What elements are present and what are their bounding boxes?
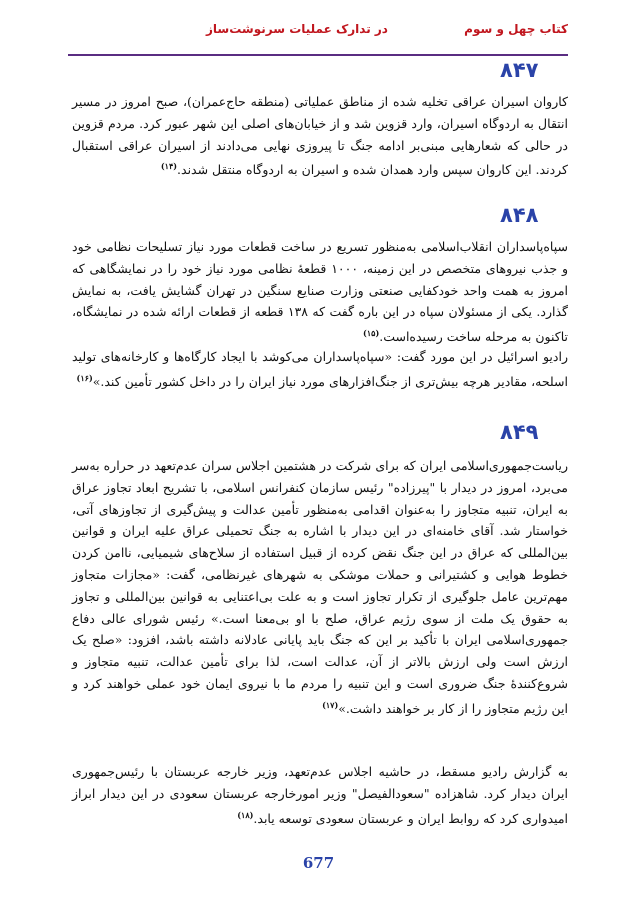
page-number: 677	[302, 854, 335, 872]
book-title: کتاب چهل و سوم	[464, 22, 568, 36]
entry-paragraph	[72, 761, 568, 830]
paragraph-text: ریاست‌جمهوری‌اسلامی ایران که برای شرکت در هشتمین اجلاس سران عدم‌تعهد در حراره به‌سر می‌برد، امروز در دیدار با "پیرزاده" رئیس سازمان کنفرانس اسلامی، با تشریح ابعاد تجاوز عراق به ایران، تنبیه متجاوز را به‌عنوان اقدامی به‌منظور تأمین عدالت و پیش‌گیری از تجاوزهای آتی، خواستار شد. آقای خامنه‌ای در این دیدار با اشاره به جنگ تحمیلی عراق علیه ایران و قوانین بین‌المللی که عراق در این جنگ نقض کرده از قبیل استفاده از سلاح‌های شیمیایی، ناامن کردن خطوط هوایی و کشتیرانی و حملات موشکی به شهرهای غیرنظامی، گفت: «مجازات متجاوز مهم‌ترین عامل جلوگیری از تکرار تجاوز است و به علت بی‌اعتنایی به قوانین بین‌المللی و تجاوز به حقوق یک ملت از سوی رژیم عراق، صلح با او بی‌معنا است.» رئیس شورای عالی دفاع جمهوری‌اسلامی ایران با تأکید بر این که جنگ باید پایانی عادلانه داشته باشد، افزود: «صلح یک ارزش است ولی ارزش بالاتر از آن، عدالت است، لذا برای تأمین عدالت، تنبیه متجاوز و شروع‌کنندهٔ جنگ ضروری است و این تنبیه را مردم ما با نیروی ایمان خود عملی خواهند کرد و این رژیم متجاوز را از کار بر خواهند داشت.»	[72, 458, 568, 716]
running-header	[68, 20, 568, 44]
entry-number: ۸۴۹	[500, 420, 539, 444]
footnote-ref: (۱۴)	[160, 161, 178, 172]
paragraph-text: به گزارش رادیو مسقط، در حاشیه اجلاس عدم‌تعهد، وزیر خارجه عربستان با رئیس‌جمهوری ایران دیدار کرد. شاهزاده "سعودالفیصل" وزیر امورخارجه عربستان سعودی در این دیدار ابراز امیدواری کرد که روابط ایران و عربستان سعودی توسعه یابد.	[72, 764, 568, 826]
header-rule	[68, 54, 568, 56]
footnote-ref: (۱۶)	[76, 372, 93, 383]
footnote-ref: (۱۷)	[322, 699, 339, 710]
footnote-ref: (۱۸)	[237, 809, 254, 820]
section-title: در تدارک عملیات سرنوشت‌ساز	[206, 22, 388, 36]
footnote-ref: (۱۵)	[363, 328, 380, 339]
entry-paragraph	[72, 91, 568, 181]
entry-number: ۸۴۷	[500, 58, 539, 82]
entry-paragraph	[72, 455, 568, 720]
paragraph-text: رادیو اسرائیل در این مورد گفت: «سپاه‌پاسداران می‌کوشد با ایجاد کارگاه‌ها و کارخانه‌های تولید اسلحه، مقادیر هرچه بیش‌تری از جنگ‌افزارهای مورد نیاز ایران را در داخل کشور تأمین کند.»	[72, 349, 568, 389]
entry-paragraph	[72, 236, 568, 348]
entry-number: ۸۴۸	[500, 203, 539, 227]
paragraph-text: کاروان اسیران عراقی تخلیه شده از مناطق عملیاتی (منطقه حاج‌عمران)، صبح امروز در مسیر انتقال به اردوگاه اسیران، وارد قزوین شد و از خیابان‌های اصلی این شهر عبور کرد. مردم قزوین در حالی که شعارهایی مبنی‌بر ادامه جنگ تا پیروزی نهایی می‌دادند از اسیران عراقی استقبال کردند. این کاروان سپس وارد همدان شده و اسیران به اردوگاه منتقل شدند.	[72, 94, 568, 178]
paragraph-text: سپاه‌پاسداران انقلاب‌اسلامی به‌منظور تسریع در ساخت قطعات مورد نیاز تسلیحات نظامی خود و جذب نیروهای متخصص در این زمینه، ۱۰۰۰ قطعهٔ نظامی مورد نیاز خود را در نمایشگاهی که امروز به همت واحد خودکفایی صنعتی وزارت صنایع سنگین در تهران گشایش یافت، به نمایش گذارد. یکی از مسئولان سپاه در این باره گفت که ۱۳۸ قطعه از قطعات ارائه شده در نمایشگاه، تاکنون به مرحله ساخت رسیده‌است.	[72, 239, 568, 345]
entry-paragraph	[72, 346, 568, 393]
